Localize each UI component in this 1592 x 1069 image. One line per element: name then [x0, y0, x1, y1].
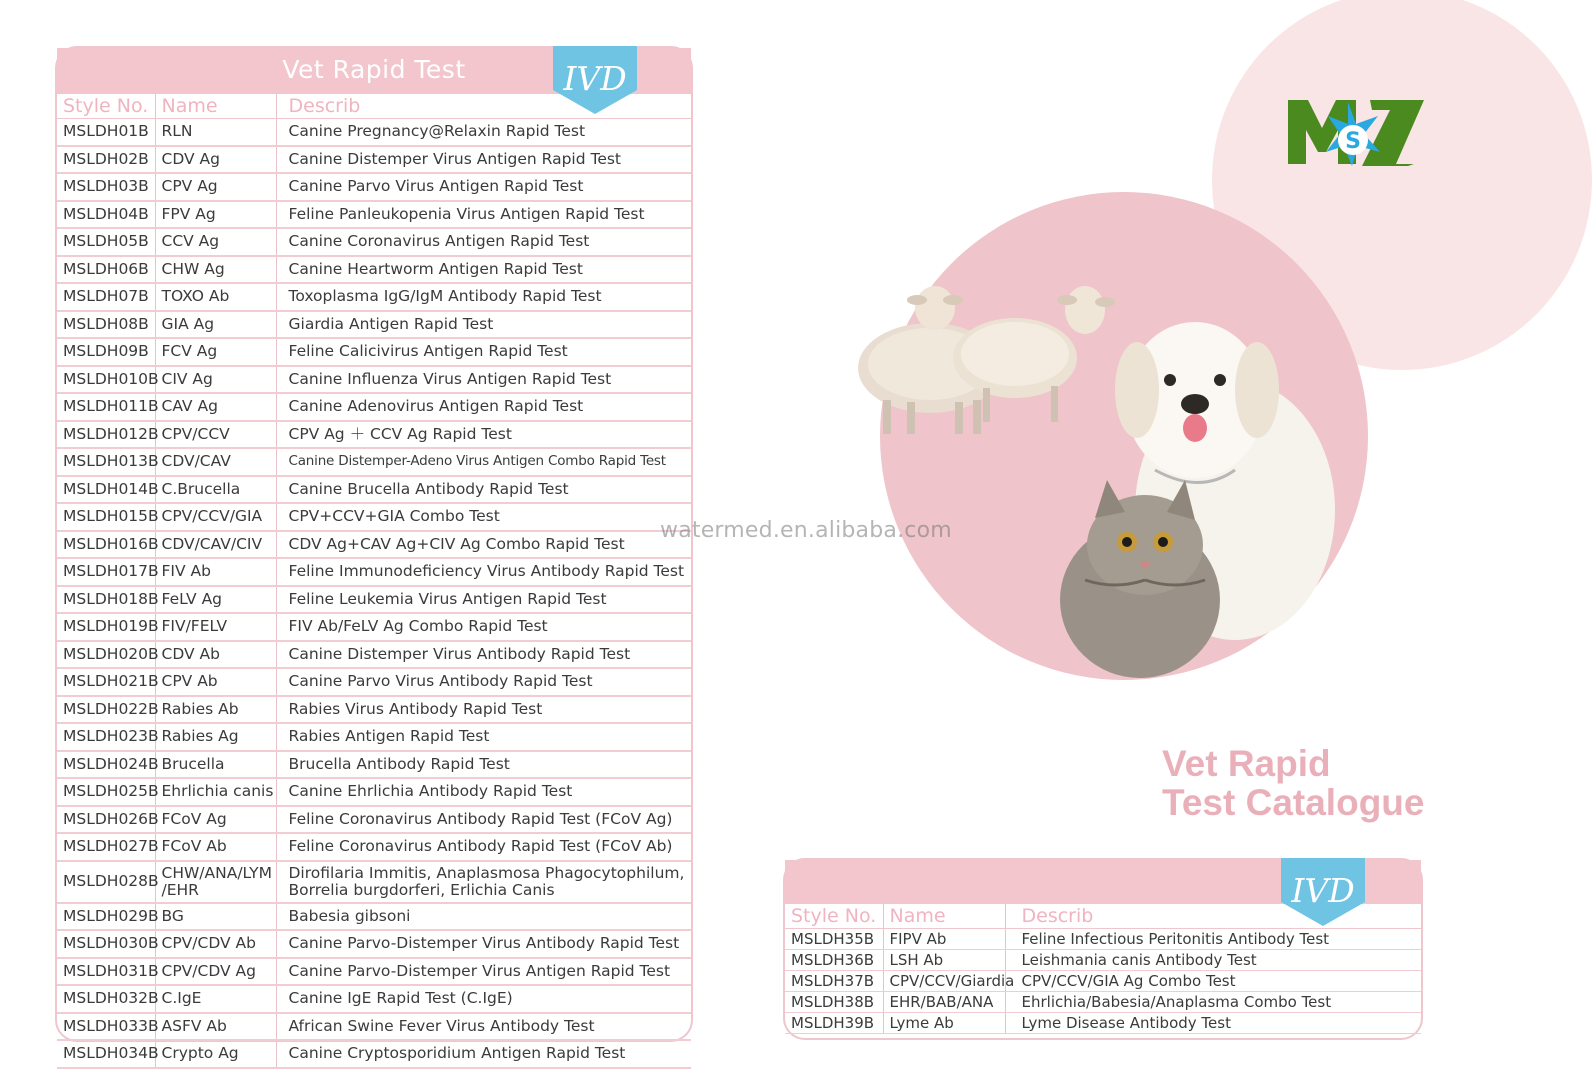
describ-cell: Canine Parvo Virus Antibody Rapid Test — [276, 668, 691, 696]
table-row — [57, 421, 691, 449]
table-row — [57, 256, 691, 284]
describ-cell: Rabies Antigen Rapid Test — [276, 723, 691, 751]
style-no-cell: MSLDH017B — [57, 558, 155, 586]
table-row — [57, 448, 691, 476]
table-title: Vet Rapid Test — [282, 55, 466, 84]
animals-illustration — [855, 280, 1355, 680]
table-row — [785, 929, 1421, 950]
style-no-cell: MSLDH36B — [785, 950, 883, 971]
right-product-table — [783, 858, 1423, 1040]
table-row — [57, 1013, 691, 1041]
describ-cell: Canine Parvo-Distemper Virus Antibody Rapid Test — [276, 930, 691, 958]
style-no-cell: MSLDH029B — [57, 903, 155, 931]
name-cell: CDV Ab — [155, 641, 276, 669]
table-row — [57, 958, 691, 986]
catalogue-title-line1: Vet Rapid — [1162, 743, 1331, 784]
describ-cell: Canine Ehrlichia Antibody Rapid Test — [276, 778, 691, 806]
table-row — [57, 1040, 691, 1068]
style-no-cell: MSLDH39B — [785, 1013, 883, 1034]
style-no-cell: MSLDH014B — [57, 476, 155, 504]
describ-cell: Feline Calicivirus Antigen Rapid Test — [276, 338, 691, 366]
style-no-cell: MSLDH35B — [785, 929, 883, 950]
style-no-cell: MSLDH031B — [57, 958, 155, 986]
name-cell: CPV/CDV Ag — [155, 958, 276, 986]
name-cell: CPV/CCV/Giardia — [883, 971, 1005, 992]
name-cell: CIV Ag — [155, 366, 276, 394]
col-header-describ: Describ — [276, 94, 691, 119]
name-cell: FCoV Ab — [155, 833, 276, 861]
table-row — [57, 696, 691, 724]
name-cell: FCV Ag — [155, 338, 276, 366]
left-product-table — [55, 46, 693, 1063]
company-logo — [1286, 94, 1426, 168]
name-cell: CAV Ag — [155, 393, 276, 421]
table-row — [57, 558, 691, 586]
col-header-style-no: Style No. — [57, 94, 155, 119]
catalogue-title-line2: Test Catalogue — [1162, 782, 1425, 823]
style-no-cell: MSLDH034B — [57, 1040, 155, 1068]
svg-text:S: S — [1345, 129, 1361, 154]
name-cell: CHW Ag — [155, 256, 276, 284]
table-row — [57, 366, 691, 394]
describ-cell: CPV Ag ＋ CCV Ag Rapid Test — [276, 421, 691, 449]
describ-cell: CPV+CCV+GIA Combo Test — [276, 503, 691, 531]
table-row — [57, 119, 691, 146]
watermark-text: watermed.en.alibaba.com — [660, 518, 952, 543]
style-no-cell: MSLDH024B — [57, 751, 155, 779]
describ-cell: Canine Brucella Antibody Rapid Test — [276, 476, 691, 504]
describ-cell: Canine Pregnancy@Relaxin Rapid Test — [276, 119, 691, 146]
style-no-cell: MSLDH010B — [57, 366, 155, 394]
describ-cell: Feline Immunodeficiency Virus Antibody Rapid Test — [276, 558, 691, 586]
table-row — [57, 833, 691, 861]
table-row — [57, 930, 691, 958]
name-cell: Ehrlichia canis — [155, 778, 276, 806]
name-cell: Brucella — [155, 751, 276, 779]
name-cell: LSH Ab — [883, 950, 1005, 971]
table-row — [57, 751, 691, 779]
style-no-cell: MSLDH06B — [57, 256, 155, 284]
table-row — [57, 613, 691, 641]
table-row — [57, 201, 691, 229]
name-cell: FIV Ab — [155, 558, 276, 586]
style-no-cell: MSLDH025B — [57, 778, 155, 806]
ivd-badge — [1281, 858, 1365, 928]
style-no-cell: MSLDH022B — [57, 696, 155, 724]
table-row — [57, 393, 691, 421]
style-no-cell: MSLDH01B — [57, 119, 155, 146]
describ-cell: Ehrlichia/Babesia/Anaplasma Combo Test — [1005, 992, 1421, 1013]
col-header-describ: Describ — [1005, 904, 1421, 929]
name-cell: C.Brucella — [155, 476, 276, 504]
style-no-cell: MSLDH023B — [57, 723, 155, 751]
name-cell: CHW/ANA/LYM /EHR — [155, 861, 276, 903]
style-no-cell: MSLDH016B — [57, 531, 155, 559]
describ-cell: Feline Leukemia Virus Antigen Rapid Test — [276, 586, 691, 614]
table-row — [57, 146, 691, 174]
describ-cell: Canine Heartworm Antigen Rapid Test — [276, 256, 691, 284]
name-cell: ASFV Ab — [155, 1013, 276, 1041]
describ-cell: Canine Distemper-Adeno Virus Antigen Combo Rapid Test — [276, 448, 691, 476]
style-no-cell: MSLDH02B — [57, 146, 155, 174]
catalogue-title — [1162, 744, 1424, 822]
name-cell: FCoV Ag — [155, 806, 276, 834]
table-row — [57, 861, 691, 903]
left-table-grid — [57, 94, 691, 1069]
table-row — [57, 503, 691, 531]
describ-cell: African Swine Fever Virus Antibody Test — [276, 1013, 691, 1041]
col-header-style-no: Style No. — [785, 904, 883, 929]
describ-cell: Feline Infectious Peritonitis Antibody Test — [1005, 929, 1421, 950]
table-row — [57, 806, 691, 834]
name-cell: FIV/FELV — [155, 613, 276, 641]
ivd-badge-label: IVD — [563, 59, 627, 98]
table-row — [57, 476, 691, 504]
describ-cell: Feline Panleukopenia Virus Antigen Rapid Test — [276, 201, 691, 229]
table-row — [57, 283, 691, 311]
style-no-cell: MSLDH021B — [57, 668, 155, 696]
style-no-cell: MSLDH028B — [57, 861, 155, 903]
style-no-cell: MSLDH05B — [57, 228, 155, 256]
describ-cell: Brucella Antibody Rapid Test — [276, 751, 691, 779]
table-row — [785, 950, 1421, 971]
table-header-bar — [785, 860, 1421, 910]
table-row — [57, 985, 691, 1013]
name-cell: Rabies Ab — [155, 696, 276, 724]
describ-cell: Canine IgE Rapid Test (C.IgE) — [276, 985, 691, 1013]
table-row — [785, 971, 1421, 992]
style-no-cell: MSLDH019B — [57, 613, 155, 641]
table-row — [57, 668, 691, 696]
describ-cell: Leishmania canis Antibody Test — [1005, 950, 1421, 971]
style-no-cell: MSLDH04B — [57, 201, 155, 229]
name-cell: CPV Ab — [155, 668, 276, 696]
name-cell: CDV Ag — [155, 146, 276, 174]
name-cell: Lyme Ab — [883, 1013, 1005, 1034]
describ-cell: Canine Parvo-Distemper Virus Antigen Rapid Test — [276, 958, 691, 986]
table-row — [57, 641, 691, 669]
table-row — [57, 173, 691, 201]
name-cell: CPV/CCV/GIA — [155, 503, 276, 531]
col-header-name: Name — [883, 904, 1005, 929]
name-cell: CCV Ag — [155, 228, 276, 256]
style-no-cell: MSLDH09B — [57, 338, 155, 366]
name-cell: C.IgE — [155, 985, 276, 1013]
name-cell: TOXO Ab — [155, 283, 276, 311]
style-no-cell: MSLDH37B — [785, 971, 883, 992]
table-row — [785, 992, 1421, 1013]
table-row — [57, 338, 691, 366]
style-no-cell: MSLDH033B — [57, 1013, 155, 1041]
style-no-cell: MSLDH020B — [57, 641, 155, 669]
table-row — [57, 586, 691, 614]
describ-cell: Canine Influenza Virus Antigen Rapid Test — [276, 366, 691, 394]
table-row — [57, 228, 691, 256]
table-header-bar — [57, 48, 691, 98]
describ-cell: Canine Adenovirus Antigen Rapid Test — [276, 393, 691, 421]
table-row — [57, 311, 691, 339]
describ-cell: Feline Coronavirus Antibody Rapid Test (FCoV Ag) — [276, 806, 691, 834]
table-row — [57, 723, 691, 751]
col-header-name: Name — [155, 94, 276, 119]
describ-cell: Lyme Disease Antibody Test — [1005, 1013, 1421, 1034]
style-no-cell: MSLDH018B — [57, 586, 155, 614]
table-row — [57, 778, 691, 806]
style-no-cell: MSLDH026B — [57, 806, 155, 834]
style-no-cell: MSLDH032B — [57, 985, 155, 1013]
describ-cell: Rabies Virus Antibody Rapid Test — [276, 696, 691, 724]
style-no-cell: MSLDH027B — [57, 833, 155, 861]
name-cell: GIA Ag — [155, 311, 276, 339]
style-no-cell: MSLDH38B — [785, 992, 883, 1013]
name-cell: RLN — [155, 119, 276, 146]
name-cell: Rabies Ag — [155, 723, 276, 751]
describ-cell: Giardia Antigen Rapid Test — [276, 311, 691, 339]
style-no-cell: MSLDH07B — [57, 283, 155, 311]
style-no-cell: MSLDH03B — [57, 173, 155, 201]
describ-cell: FIV Ab/FeLV Ag Combo Rapid Test — [276, 613, 691, 641]
table-row — [785, 1013, 1421, 1034]
name-cell: CDV/CAV — [155, 448, 276, 476]
table-row — [57, 531, 691, 559]
style-no-cell: MSLDH011B — [57, 393, 155, 421]
describ-cell: Canine Distemper Virus Antibody Rapid Test — [276, 641, 691, 669]
table-row — [57, 903, 691, 931]
style-no-cell: MSLDH015B — [57, 503, 155, 531]
ivd-badge-label: IVD — [1291, 871, 1355, 910]
describ-cell: Toxoplasma IgG/IgM Antibody Rapid Test — [276, 283, 691, 311]
name-cell: CPV/CDV Ab — [155, 930, 276, 958]
style-no-cell: MSLDH013B — [57, 448, 155, 476]
describ-cell: Dirofilaria Immitis, Anaplasmosa Phagocytophilum, Borrelia burgdorferi, Erlichia Canis — [276, 861, 691, 903]
name-cell: CPV/CCV — [155, 421, 276, 449]
describ-cell: Babesia gibsoni — [276, 903, 691, 931]
name-cell: BG — [155, 903, 276, 931]
name-cell: CDV/CAV/CIV — [155, 531, 276, 559]
describ-cell: Canine Distemper Virus Antigen Rapid Test — [276, 146, 691, 174]
ivd-badge — [553, 46, 637, 116]
name-cell: EHR/BAB/ANA — [883, 992, 1005, 1013]
describ-cell: Feline Coronavirus Antibody Rapid Test (FCoV Ab) — [276, 833, 691, 861]
describ-cell: Canine Coronavirus Antigen Rapid Test — [276, 228, 691, 256]
describ-cell: Canine Parvo Virus Antigen Rapid Test — [276, 173, 691, 201]
style-no-cell: MSLDH012B — [57, 421, 155, 449]
name-cell: FeLV Ag — [155, 586, 276, 614]
describ-cell: CDV Ag+CAV Ag+CIV Ag Combo Rapid Test — [276, 531, 691, 559]
name-cell: FPV Ag — [155, 201, 276, 229]
style-no-cell: MSLDH030B — [57, 930, 155, 958]
describ-cell: CPV/CCV/GIA Ag Combo Test — [1005, 971, 1421, 992]
style-no-cell: MSLDH08B — [57, 311, 155, 339]
name-cell: FIPV Ab — [883, 929, 1005, 950]
name-cell: Crypto Ag — [155, 1040, 276, 1068]
name-cell: CPV Ag — [155, 173, 276, 201]
describ-cell: Canine Cryptosporidium Antigen Rapid Test — [276, 1040, 691, 1068]
